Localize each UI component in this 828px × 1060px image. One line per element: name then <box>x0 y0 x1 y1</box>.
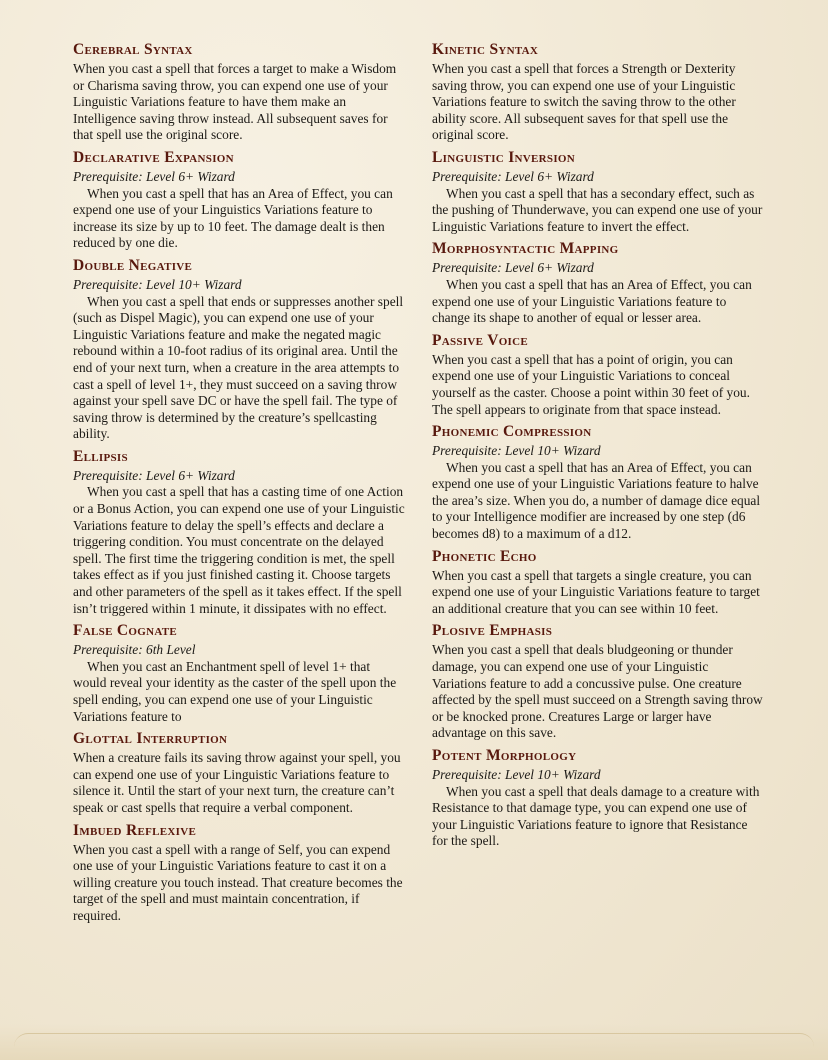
feature-prerequisite: Prerequisite: Level 10+ Wizard <box>432 767 601 782</box>
feature-title: Phonemic Compression <box>432 423 592 441</box>
feature-title: False Cognate <box>73 622 178 640</box>
feature-title: Morphosyntactic Mapping <box>432 240 619 258</box>
feature-text: When you cast a spell that forces a target to make a Wisdom or Charisma saving throw, you can expend one use of your Linguistic Variations feature to have them make an Intelligence saving throw instead. All subsequent saves for that spell use the original score. <box>73 61 397 143</box>
feature-text: When you cast a spell that forces a Strength or Dexterity saving throw, you can expend one use of your Linguistic Variations feature to switch the saving throw to the other ability score. All subsequent saves for that spell use the original score. <box>432 61 736 143</box>
feature-prerequisite: Prerequisite: Level 6+ Wizard <box>432 260 594 276</box>
feature-entry-cerebral-syntax <box>73 40 405 144</box>
right-column <box>432 40 764 854</box>
footer-decoration <box>14 1033 814 1050</box>
feature-entry-plosive-emphasis <box>432 621 764 742</box>
feature-prerequisite: Prerequisite: Level 6+ Wizard <box>73 168 235 184</box>
feature-text: When you cast a spell that has a point of origin, you can expend one use of your Linguistic Variations to conceal yourself as the caster. Choose a point within 30 feet of you. The spell appears to originate from that space instead. <box>432 351 750 417</box>
feature-text: When you cast a spell that targets a single creature, you can expend one use of your Linguistic Variations feature to target an additional creature that you can see within 10 feet. <box>432 567 760 616</box>
feature-title: Declarative Expansion <box>73 148 234 166</box>
feature-text: When you cast a spell that deals damage to a creature with Resistance to that damage type, you can expend one use of your Linguistic Variations feature to ignore that Resistance for the spell. <box>432 783 760 849</box>
feature-prerequisite: Prerequisite: 6th Level <box>73 642 196 658</box>
feature-entry-morphosyntactic-mapping <box>432 239 764 326</box>
feature-title: Kinetic Syntax <box>432 41 539 58</box>
feature-text: When you cast a spell that has an Area of Effect, you can expend one use of your Linguistic Variations feature to change its shape to another of equal or lesser area. <box>432 276 752 326</box>
feature-entry-false-cognate <box>73 621 405 725</box>
feature-text: When you cast a spell that has an Area of Effect, you can expend one use of your Linguistics Variations feature to increase its size by up to 10 feet. The damage dealt is then reduced by one die. <box>73 185 393 251</box>
feature-entry-double-negative <box>73 256 405 443</box>
feature-title: Double Negative <box>73 256 193 274</box>
feature-entry-linguistic-inversion <box>432 148 764 235</box>
feature-text: When you cast a spell that ends or suppresses another spell (such as Dispel Magic), you can expend one use of your Linguistic Variations feature and make the negated magic rebound within a 10-foot radius of its original area. Until the end of your next turn, when a creature in the area attempts to cast a spell of level 1+, they must succeed on a saving throw against your spell save DC or have the spell fail. The type of saving throw is determined by the creature’s spellcasting ability. <box>73 293 404 442</box>
feature-text: When you cast a spell that has a secondary effect, such as the pushing of Thunderwave, you can expend one use of your Linguistic Variations feature to invert the effect. <box>432 185 763 234</box>
feature-prerequisite: Prerequisite: Level 10+ Wizard <box>432 443 601 459</box>
feature-prerequisite: Prerequisite: Level 6+ Wizard <box>432 168 594 184</box>
feature-title: Phonetic Echo <box>432 547 537 565</box>
feature-entry-phonetic-echo <box>432 547 764 618</box>
left-column <box>73 40 405 929</box>
feature-title: Glottal Interruption <box>73 730 228 748</box>
feature-text: When you cast an Enchantment spell of level 1+ that would reveal your identity as the caster of the spell upon the spell ending, you can expend one use of your Linguistic Variations feature to <box>73 658 397 724</box>
feature-entry-passive-voice <box>432 331 764 418</box>
feature-title: Linguistic Inversion <box>432 148 575 166</box>
feature-title: Passive Voice <box>432 331 529 349</box>
feature-entry-declarative-expansion <box>73 148 405 252</box>
feature-entry-potent-morphology <box>432 746 764 850</box>
feature-text: When you cast a spell that has an Area of Effect, you can expend one use of your Linguistic Variations feature to halve the area’s size. When you do, a number of damage dice equal to your Intelligence modifier are increased by one step (d6 becomes d8) to a maximum of a d12. <box>432 459 761 542</box>
feature-text: When you cast a spell with a range of Self, you can expend one use of your Linguistic Variations feature to cast it on a willing creature you touch instead. That creature becomes the target of the spell and must maintain concentration, if required. <box>73 841 403 923</box>
page-footer-band <box>0 1024 828 1060</box>
feature-text: When a creature fails its saving throw against your spell, you can expend one use of your Linguistic Variations feature to silence it. Until the start of your next turn, the creature can’t speak or cast spells that require a verbal component. <box>73 750 401 815</box>
feature-title: Imbued Reflexive <box>73 821 197 839</box>
feature-entry-ellipsis <box>73 447 405 617</box>
feature-prerequisite: Prerequisite: Level 10+ Wizard <box>73 276 242 292</box>
feature-text: When you cast a spell that deals bludgeoning or thunder damage, you can expend one use of your Linguistic Variations feature to add a concussive pulse. One creature affected by the spell must succeed on a Strength saving throw or be knocked prone. Creatures Large or larger have advantage on this save. <box>432 642 763 741</box>
feature-entry-imbued-reflexive <box>73 821 405 925</box>
feature-text: When you cast a spell that has a casting time of one Action or a Bonus Action, you can expend one use of your Linguistic Variations feature to delay the spell’s effects and declare a triggering condition. You must concentrate on the delayed spell. The first time the triggering condition is met, the spell takes effect as if you just finished casting it. Choose targets and other parameters of the spell as it takes effect. If the spell isn’t triggered within 1 minute, it dissipates with no effect. <box>73 484 405 616</box>
feature-entry-glottal-interruption <box>73 729 405 816</box>
feature-title: Ellipsis <box>73 447 128 465</box>
feature-prerequisite: Prerequisite: Level 6+ Wizard <box>73 467 235 483</box>
feature-title: Cerebral Syntax <box>73 41 193 58</box>
feature-entry-kinetic-syntax <box>432 40 764 144</box>
feature-entry-phonemic-compression <box>432 422 764 543</box>
feature-title: Potent Morphology <box>432 747 577 764</box>
feature-title: Plosive Emphasis <box>432 622 553 640</box>
